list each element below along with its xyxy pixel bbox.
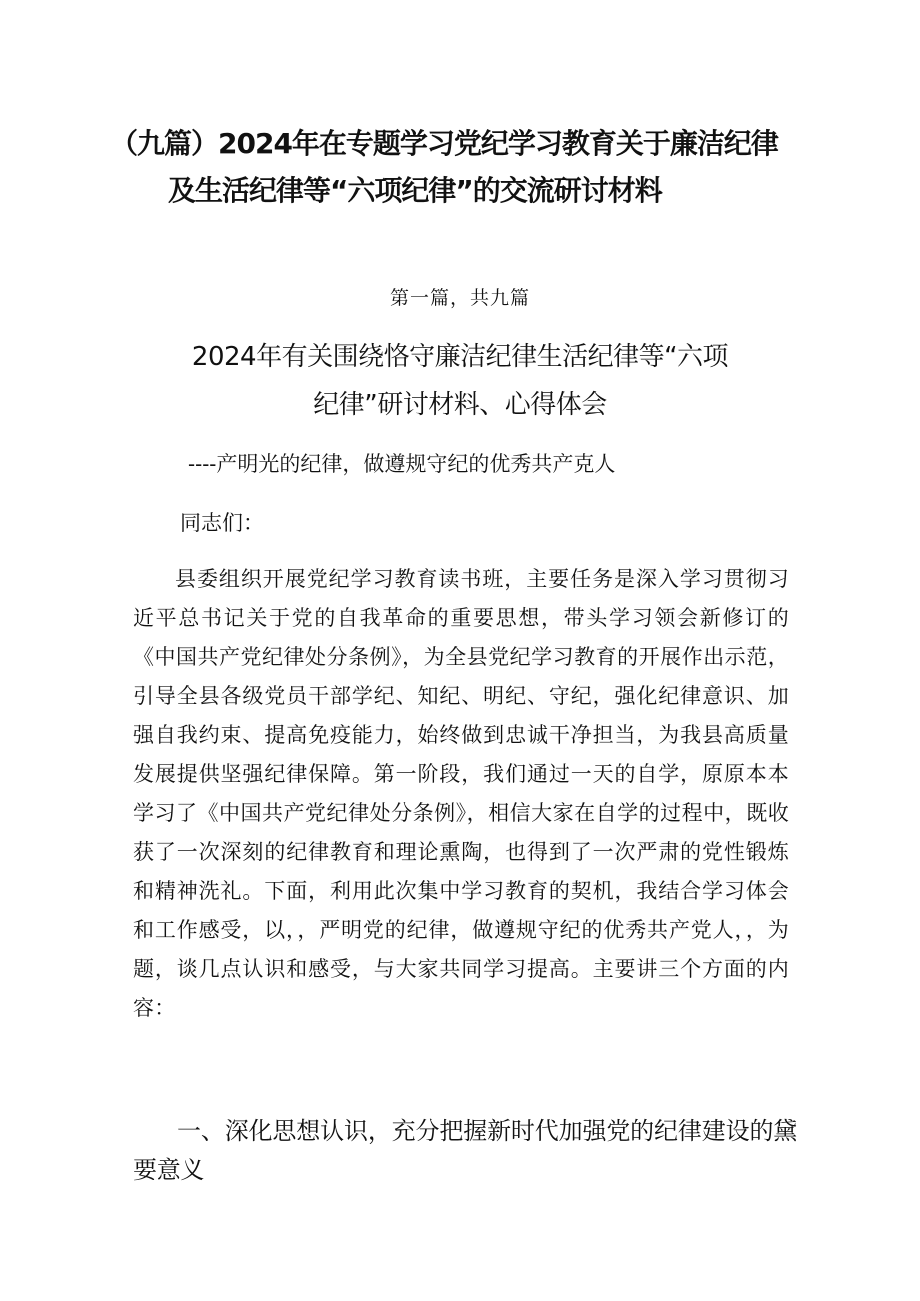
section-heading-one: 一、深化思想认识，充分把握新时代加强党的纪律建设的黛要意义 [133,1117,797,1184]
body-paragraph: 县委组织开展党纪学习教育读书班，主要任务是深入学习贯彻习近平总书记关于党的自我革命的重要思想，带头学习领会新修订的《中国共产党纪律处分条例》，为全县党纪学习教育的开展作出示范，引导全县各级党员干部学纪、知纪、明纪、守纪，强化纪律意识、加强自我约束、提高免疫能力，始终做到忠诚干净担当，为我县高质量发展提供坚强纪律保障。第一阶段，我们通过一天的自学，原原本本学习了《中国共产党纪律处分条例》，相信大家在自学的过程中，既收获了一次深刻的纪律教育和理论熏陶，也得到了一次严肃的党性锻炼和精神洗礼。下面，利用此次集中学习教育的契机，我结合学习体会和工作感受，以，，严明党的纪律，做遵规守纪的优秀共产党人，，为题，谈几点认识和感受，与大家共同学习提高。主要讲三个方面的内容： [133,567,789,1020]
document-main-title [110,120,810,214]
sub-title-line-2: 纪律”研讨材料、心得体会 [313,390,607,420]
main-title-line-2: 及生活纪律等“六项纪律”的交流研讨材料 [168,174,662,207]
salutation: 同志们： [180,511,264,535]
sub-title-line-1: 2024年有关围绕恪守廉洁纪律生活纪律等“六项 [191,342,729,372]
main-title-line-1: （九篇）2024年在专题学习党纪学习教育关于廉洁纪律 [110,127,778,160]
article-tagline: ----产明光的纪律，做遵规守纪的优秀共产克人 [188,452,616,476]
section-label: 第一篇，共九篇 [389,287,530,309]
article-sub-title [140,333,780,429]
